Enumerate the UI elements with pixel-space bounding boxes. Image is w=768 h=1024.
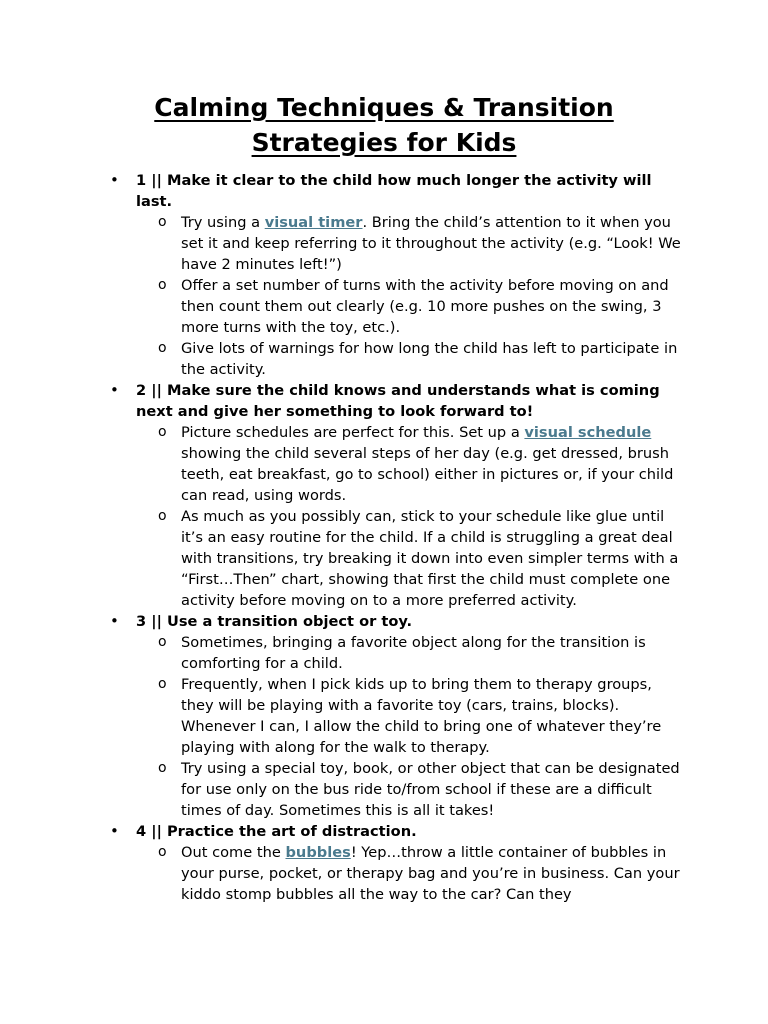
section-heading: 4 || Practice the art of distraction. [136, 823, 417, 840]
list-item-text [181, 842, 682, 905]
list-item [0, 506, 768, 611]
sub-marker: o [158, 340, 167, 356]
list-item [0, 422, 768, 506]
sub-marker: o [158, 508, 167, 524]
list-item-text: Sometimes, bringing a favorite object along for the transition is comforting for a child. [181, 634, 646, 672]
sub-marker: o [158, 277, 167, 293]
sub-marker: o [158, 634, 167, 650]
text-segment: showing the child several steps of her day (e.g. get dressed, brush teeth, eat breakfast, go to school) either in pictures or, if your child can read, using words. [181, 445, 674, 504]
visual-timer-link[interactable]: visual timer [264, 214, 363, 231]
list-item-text: Frequently, when I pick kids up to bring them to therapy groups, they will be playing with a favorite toy (cars, trains, blocks). Whenever I can, I allow the child to bring one of whatever they’re playing with along for the walk to therapy. [181, 676, 662, 756]
bullet-marker: • [110, 381, 119, 399]
sub-marker: o [158, 676, 167, 692]
list-item-text: As much as you possibly can, stick to your schedule like glue until it’s an easy routine for the child. If a child is struggling a great deal with transitions, try breaking it down into even simpler terms with a “First…Then” chart, showing that first the child must complete one activity before moving on to a more preferred activity. [181, 508, 679, 609]
sub-marker: o [158, 214, 167, 230]
text-segment: . Bring the child’s attention to it when you set it and keep referring to it throughout the activity (e.g. “Look! We have 2 minutes left!”) [181, 214, 681, 273]
title-line-1: Calming Techniques & Transition [154, 93, 614, 122]
bullet-marker: • [110, 822, 119, 840]
section-4 [0, 821, 768, 842]
sub-marker: o [158, 760, 167, 776]
page-title [0, 90, 768, 160]
section-heading: 1 || Make it clear to the child how much longer the activity will last. [136, 172, 652, 210]
section-1 [0, 170, 768, 212]
text-segment: Picture schedules are perfect for this. Set up a [181, 424, 525, 441]
section-2 [0, 380, 768, 422]
list-item-text [181, 422, 682, 506]
list-item [0, 212, 768, 275]
bullet-marker: • [110, 171, 119, 189]
title-line-2: Strategies for Kids [251, 128, 517, 157]
list-item [0, 275, 768, 338]
list-item-text: Give lots of warnings for how long the child has left to participate in the activity. [181, 340, 678, 378]
section-heading: 2 || Make sure the child knows and understands what is coming next and give her something to look forward to! [136, 382, 660, 420]
bubbles-link[interactable]: bubbles [285, 844, 351, 861]
list-item [0, 842, 768, 905]
section-3 [0, 611, 768, 632]
sub-marker: o [158, 844, 167, 860]
bullet-marker: • [110, 612, 119, 630]
sub-marker: o [158, 424, 167, 440]
text-segment: Try using a [181, 214, 265, 231]
text-segment: Out come the [181, 844, 286, 861]
list-item [0, 632, 768, 674]
list-item-text: Try using a special toy, book, or other object that can be designated for use only on the bus ride to/from school if these are a difficult times of day. Sometimes this is all it takes! [181, 760, 680, 819]
section-heading: 3 || Use a transition object or toy. [136, 613, 413, 630]
visual-schedule-link[interactable]: visual schedule [524, 424, 652, 441]
list-item-text: Offer a set number of turns with the activity before moving on and then count them out clearly (e.g. 10 more pushes on the swing, 3 more turns with the toy, etc.). [181, 277, 669, 336]
text-segment: ! Yep…throw a little container of bubbles in your purse, pocket, or therapy bag and you’re in business. Can your kiddo stomp bubbles all the way to the car? Can they [181, 844, 680, 903]
list-item [0, 758, 768, 821]
list-item [0, 338, 768, 380]
list-item [0, 674, 768, 758]
list-item-text [181, 212, 682, 275]
content [0, 170, 768, 905]
